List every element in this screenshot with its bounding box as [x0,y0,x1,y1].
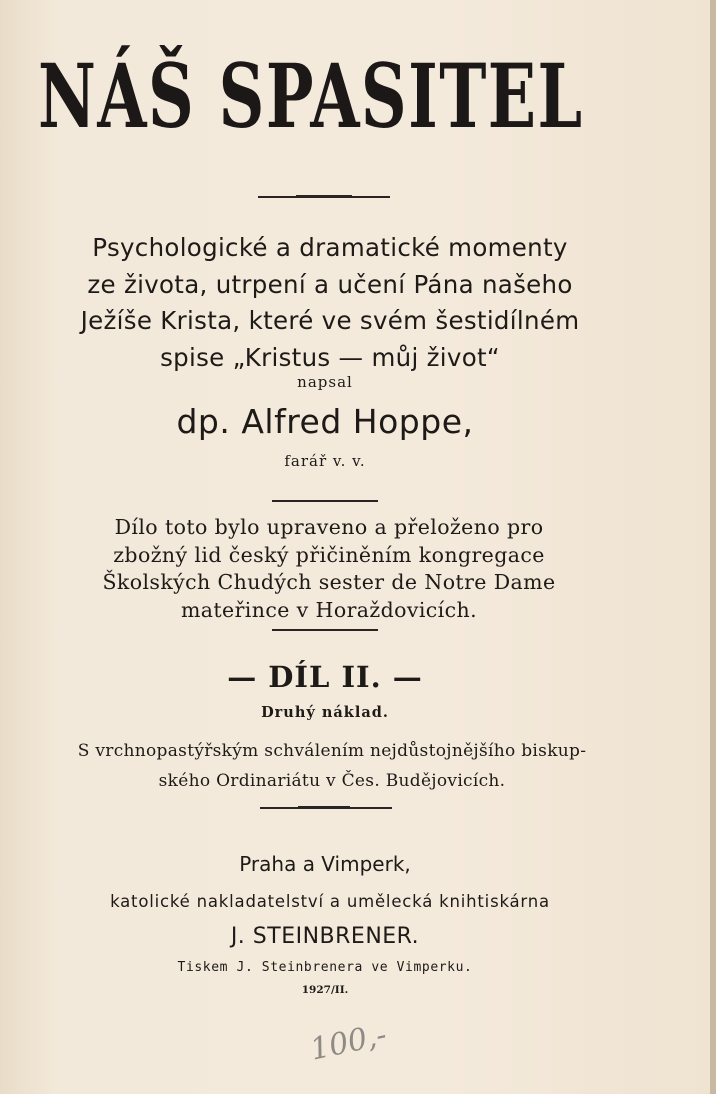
book-title: NÁŠ SPASITEL [38,44,584,148]
author-divider [272,500,378,502]
approval-note [32,736,632,796]
volume-number: — DÍL II. — [227,660,423,694]
approval-line: S vrchnopastýřským schválením nejdůstojnějšího biskup- [77,741,587,761]
subtitle-description [30,230,630,376]
description-line: spise „Kristus — můj život“ [160,342,500,372]
description-line: ze života, utrpení a učení Pána našeho [87,269,573,299]
approval-line: ského Ordinariátu v Čes. Budějovicích. [158,771,506,791]
description-line: Psychologické a dramatické momenty [92,233,568,262]
pencil-price-note: 100,- [307,1017,390,1068]
translation-note [34,514,624,624]
title-divider-center [296,195,352,198]
printer-name: J. STEINBRENER. [230,924,420,949]
note-divider [272,629,378,631]
publisher-description: katolické nakladatelství a umělecká knihtiskárna [110,892,550,911]
print-year: 1927/II. [301,984,349,996]
edition-label: Druhý náklad. [261,704,389,721]
note-line: Dílo toto bylo upraveno a přeloženo pro [114,515,544,539]
description-line: Ježíše Krista, které ve svém šestidílném [80,306,580,335]
written-by-label: napsal [297,373,353,391]
note-line: mateřince v Horaždovicích. [180,597,478,622]
author-name: dp. Alfred Hoppe, [176,402,474,441]
note-line: Školských Chudých sester de Notre Dame [102,570,556,594]
note-line: zbožný lid český přičiněním kongregace [113,542,545,567]
author-role: farář v. v. [284,452,366,470]
page-edge [710,0,716,1094]
approval-divider-center [298,806,350,809]
printed-by-line: Tiskem J. Steinbrenera ve Vimperku. [177,960,473,975]
publication-place: Praha a Vimperk, [239,852,411,876]
